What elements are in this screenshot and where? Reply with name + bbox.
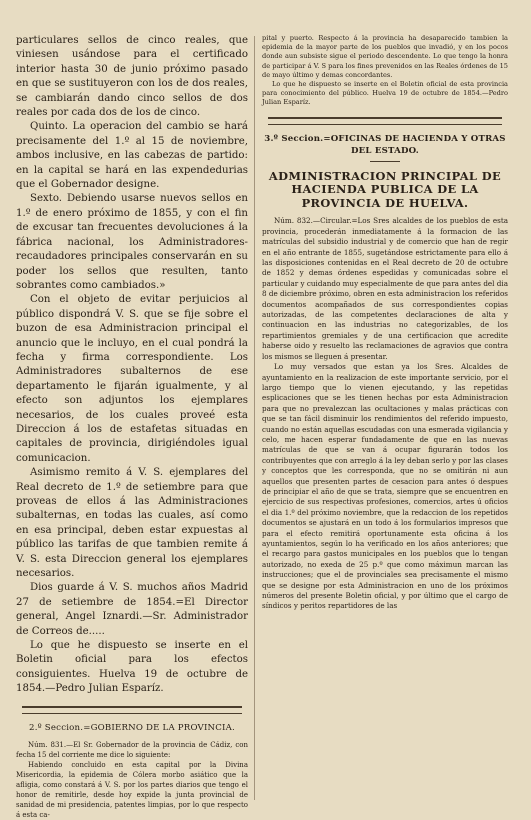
column-divider — [254, 36, 255, 800]
short-rule — [370, 161, 400, 162]
left-column — [16, 34, 248, 819]
paragraph: Núm. 832.—Circular.=Los Sres alcaldes de los pueblos de esta provincia, procederán inmediatamente á la formacion de las matrículas del subsidio industrial y de comercio que han de regir en el año entrante de 1855, sugetándose estrictamente para ello á las disposiciones contenidas en el Real decreto de 20 de octubre de 1852 y demas órdenes espedidas y comunicadas sobre el particular y cuidando muy especialmente de que para antes del dia 8 de diciembre próximo, obren en esta administracion los referidos documentos acompañados de sus correspondientes copias autorizadas, de las competentes declaraciones de alta y continuacion en las industrias no categorizables, de los repartimientos gremiales y de una certificacion que acredite haberse oido y resuelto las reclamaciones de agravios que contra los mismos se lleguen á presentar. — [262, 216, 508, 361]
paragraph: pital y puerto. Respecto á la provincia ha desaparecido tambien la epidemia de la mayor parte de los pueblos que invadió, y en los pocos donde aun subsiste sigue el periodo descendente. Lo que tengo la honra de participar á V. S para los fines prevenidos en las Reales órdenes de 15 de mayo último y demas concordantes. — [262, 34, 508, 79]
paragraph: Asimismo remito á V. S. ejemplares del Real decreto de 1.º de setiembre para que proveas de ellos á las Administraciones subalternas, en todas las cuales, así como en esa principal, deben estar expuestas al público las tarifas de que tambien remite á V. S. esta Direccion general los ejemplares necesarios. — [16, 467, 248, 580]
paragraph: Dios guarde á V. S. muchos años Madrid 27 de setiembre de 1854.=El Director general, Angel Iznardi.—Sr. Administrador de Correos de..... — [16, 582, 248, 637]
paragraph: Sexto. Debiendo usarse nuevos sellos en 1.º de enero próximo de 1855, y con el fin de excusar tan frecuentes devoluciones á la fábrica nacional, los Administradores-recaudadores principales conservarán en su poder los sellos que resulten, tanto sobrantes como cambiados.» — [16, 193, 248, 291]
section-separator — [268, 117, 502, 125]
paragraph: Lo que he dispuesto se inserte en el Boletin oficial de esta provincia para conocimiento del público. Huelva 19 de octubre de 1854.—Pedro Julian Esparíz. — [262, 80, 508, 107]
paragraph: particulares sellos de cinco reales, que viniesen usándose para el certificado interior hasta 30 de junio próximo pasado en que se sustituyeron con los de dos reales, se cambiarán dando cinco sellos de dos reales por cada dos de los de cinco. — [16, 35, 248, 119]
section-heading: 3.º Seccion.=OFICINAS DE HACIENDA Y OTRAS DEL ESTADO. — [264, 133, 506, 156]
paragraph: Lo muy versados que estan ya los Sres. Alcaldes de ayuntamiento en la realizacion de este importante servicio, por el largo tiempo que lo vienen ejecutando, y las repetidas esplicaciones que se les tienen hechas por esta Administracion para que no prevalezcan las ocultaciones y malas prácticas con que se tan fácil disminuir los rendimientos del referido impuesto, cuando no están aquellas escudadas con una esmerada vigilancia y celo, me hacen esperar fundadamente de que en las nuevas matrículas de que se van á ocupar figurarán todos los contribuyentes que con arreglo á la ley deban serlo y por las clases y conceptos que les corresponda, que no se omitirán ni aun aquellos que presenten partes de cesacion para antes ó despues de principiar el año de que se trata, siempre que se encuentren en ejercicio de sus respectivas profesiones, comercios, artes ú oficios el dia 1.º del próximo noviembre, que la redaccion de los repetidos documentos se ajustará en un todo á los formularios impresos que para el efecto remitirá oportunamente esta oficina á los ayuntamientos, según lo ha verificado en los años anteriores; que el recargo para gastos municipales en los pueblos que lo tengan autorizado, no exeda de 25 p.º que como máximun marcan las instrucciones; que el de provinciales sea precisamente el mismo que se designe por esta Administracion en uno de los próximos números del presente Boletin oficial, y por último que el cargo de síndicos y peritos repartidores de las — [262, 362, 508, 611]
paragraph: Con el objeto de evitar perjuicios al público dispondrá V. S. que se fije sobre el buzon de esa Administracion principal el anuncio que le incluyo, en el cual pondrá la fecha y firma correspondiente. Los Administradores subalternos de ese departamento le fijarán igualmente, y al efecto son adjuntos los ejemplares necesarios, de los cuales proveé esta Direccion á los de estafetas situadas en capitales de provincia, dirigiéndoles igual comunicacion. — [16, 294, 248, 464]
right-column — [262, 34, 508, 800]
section-separator — [22, 706, 242, 714]
paragraph: Habiendo concluido en esta capital por la Divina Misericordia, la epidemia de Cólera morbo asiático que la afligia, como constará á V. S. por los partes diarios que tengo el honor de remitirle, desde hoy expide la junta provincial de sanidad de mi presidencia, patentes limpias, por lo que respecto á esta ca- — [16, 760, 248, 819]
paragraph: Núm. 831.—El Sr. Gobernador de la provincia de Cádiz, con fecha 15 del corriente me dice lo siguiente: — [16, 740, 248, 759]
section-heading: 2.º Seccion.=GOBIERNO DE LA PROVINCIA. — [29, 722, 235, 733]
paragraph: Quinto. La operacion del cambio se hará precisamente del 1.º al 15 de noviembre, ambos inclusive, en las cabezas de partido: en la capital se hará en las expendedurias que el Gobernador designe. — [16, 121, 248, 191]
office-title: ADMINISTRACION PRINCIPAL DE HACIENDA PUBLICA DE LA PROVINCIA DE HUELVA. — [268, 168, 502, 210]
paragraph: Lo que he dispuesto se inserte en el Boletin oficial para los efectos consiguientes. Huelva 19 de octubre de 1854.—Pedro Julian Esparíz. — [16, 640, 248, 695]
